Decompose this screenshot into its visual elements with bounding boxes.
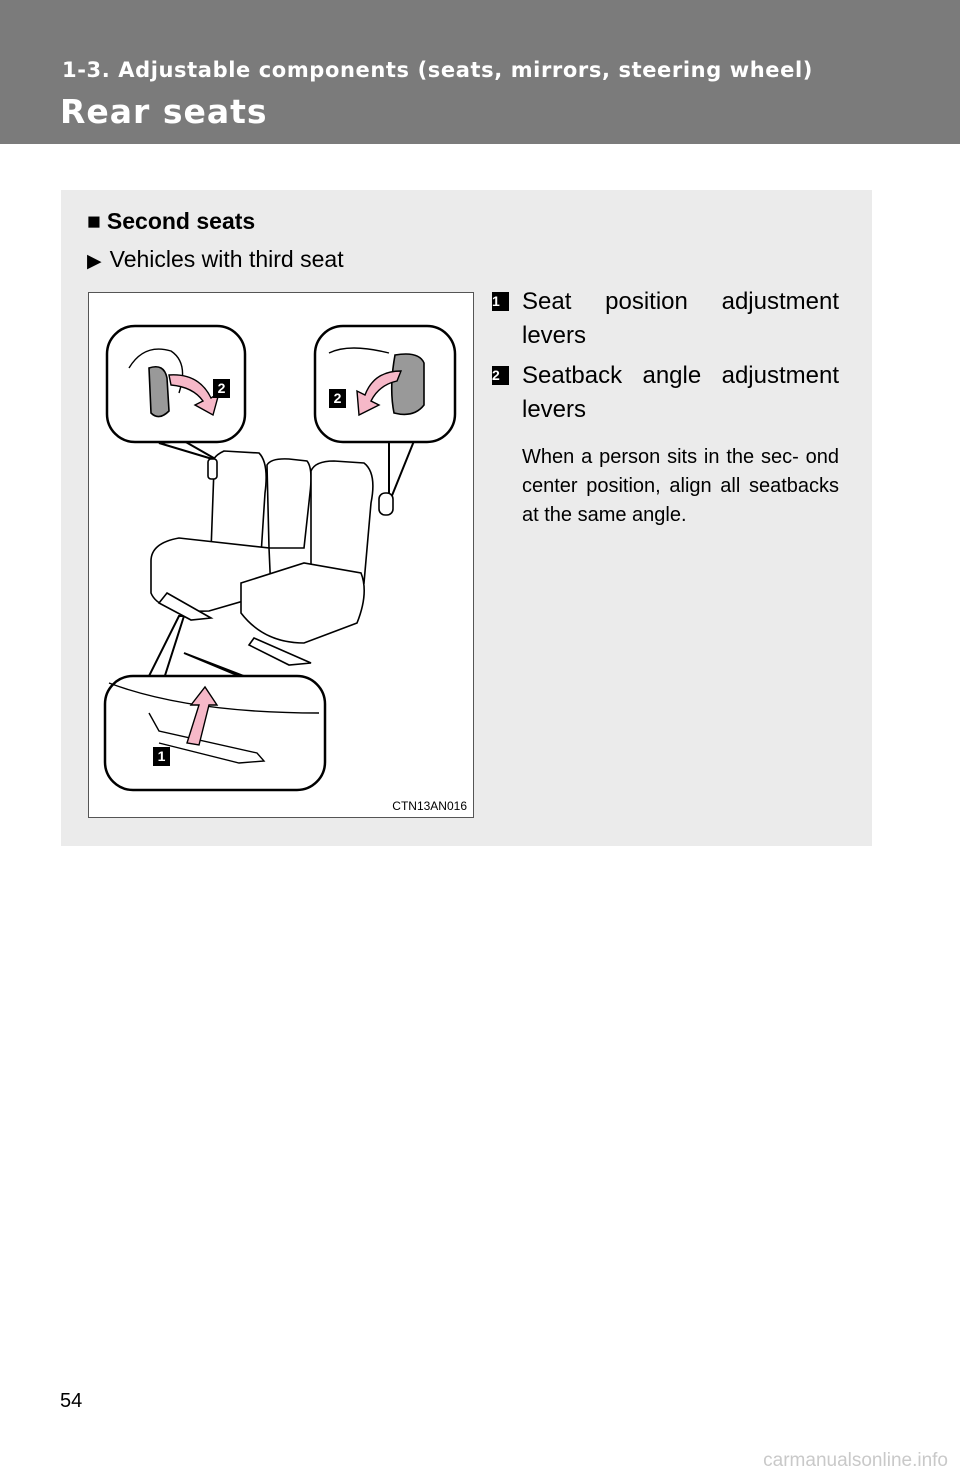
content-box	[61, 190, 872, 846]
legend-item-1	[492, 285, 839, 353]
seat-drawing	[89, 293, 473, 817]
page-number: 54	[60, 1390, 83, 1412]
callout-1: 1	[157, 748, 166, 764]
variant-text: Vehicles with third seat	[109, 246, 344, 272]
page-header	[0, 0, 960, 144]
note-text: When a person sits in the sec- ond center position, align all seatbacks at the same angle.	[522, 446, 839, 526]
legend-list	[492, 285, 839, 530]
watermark: carmanualsonline.info	[763, 1450, 948, 1471]
seat-illustration	[88, 292, 474, 818]
legend-number-1: 1	[492, 292, 509, 311]
legend-text-2: Seatback angle adjustment levers	[522, 362, 839, 423]
section-title: 1-3. Adjustable components (seats, mirrors, steering wheel)	[62, 58, 813, 82]
triangle-bullet-icon: ▶	[87, 251, 102, 272]
variant-label	[87, 246, 344, 273]
callout-2-left: 2	[217, 380, 226, 396]
legend-number-2: 2	[492, 366, 509, 385]
legend-text-1: Seat position adjustment levers	[522, 288, 839, 349]
square-bullet-icon: ■	[87, 208, 101, 234]
figure-code: CTN13AN016	[392, 799, 467, 813]
subsection-heading	[87, 208, 255, 235]
callout-2-right: 2	[333, 390, 342, 406]
legend-item-2	[492, 359, 839, 427]
page-title: Rear seats	[60, 92, 268, 131]
heading-text: Second seats	[106, 208, 256, 234]
